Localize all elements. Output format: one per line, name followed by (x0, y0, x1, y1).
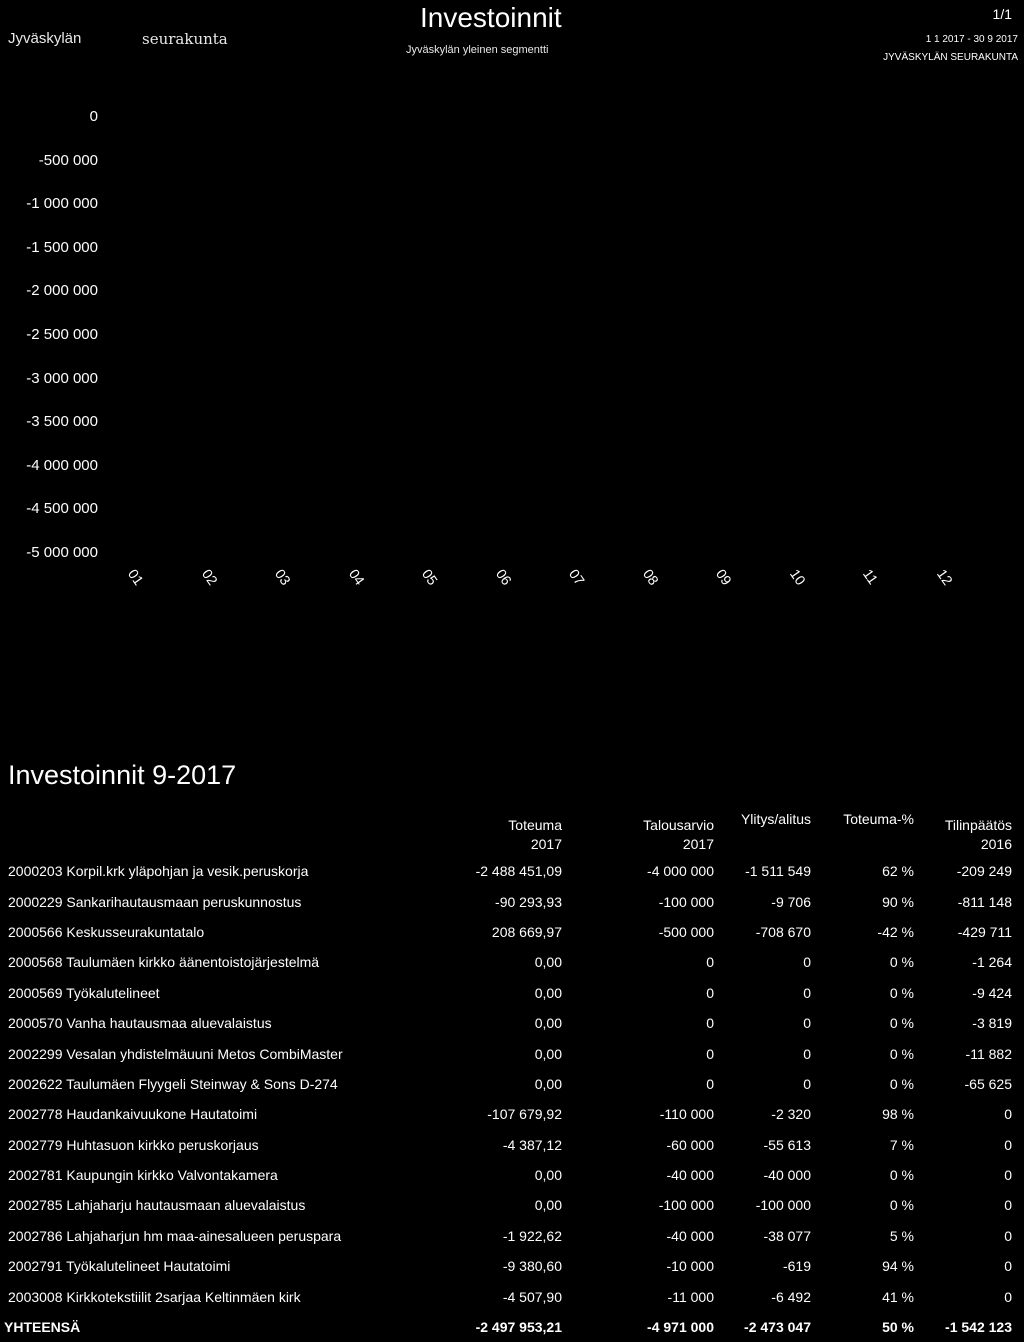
cell-tp2016: 0 (1004, 1227, 1012, 1244)
cell-tp2016: -429 711 (957, 923, 1012, 940)
cell-pct: 41 % (882, 1288, 914, 1305)
cell-ylitys: -6 492 (771, 1288, 811, 1305)
cell-ylitys: -100 000 (755, 1197, 811, 1214)
cell-ylitys: -708 670 (755, 923, 811, 940)
cell-talousarvio: -10 000 (666, 1258, 714, 1275)
table-row (0, 1281, 1012, 1311)
cell-name: 2002299 Vesalan yhdistelmäuuni Metos CombiMaster (8, 1045, 343, 1062)
cell-toteuma: 0,00 (534, 954, 562, 971)
column-header-line1: Tilinpäätös (944, 817, 1012, 833)
y-tick-label: -3 500 000 (26, 413, 98, 431)
cell-talousarvio: -60 000 (666, 1136, 714, 1153)
cell-name: 2002786 Lahjaharjun hm maa-ainesalueen peruspara (8, 1227, 342, 1244)
cell-pct: 0 % (889, 1075, 914, 1092)
y-tick-label: -4 000 000 (26, 456, 98, 474)
cell-tp2016: -1 264 (972, 954, 1012, 971)
y-tick-label: -2 500 000 (26, 326, 98, 343)
cell-talousarvio: -40 000 (666, 1227, 714, 1244)
x-tick-label: 03 (271, 566, 294, 588)
cell-ylitys: 0 (803, 984, 811, 1001)
table-row (0, 1130, 1012, 1160)
cell-name: 2002785 Lahjaharju hautausmaan aluevalaistus (8, 1197, 306, 1214)
cell-talousarvio: -40 000 (666, 1167, 714, 1184)
cell-ylitys: 0 (803, 1045, 811, 1062)
y-tick-label: -500 000 (38, 151, 98, 169)
cell-toteuma: 0,00 (534, 1197, 562, 1214)
y-tick-label: -2 000 000 (26, 282, 98, 300)
column-header-line2: 2017 (530, 836, 562, 852)
cell-tp2016: 0 (1004, 1197, 1012, 1214)
cell-tp2016: -209 249 (956, 863, 1012, 880)
table-row (0, 1221, 1012, 1251)
cell-tp2016: -3 819 (972, 1015, 1012, 1032)
y-tick-label: -4 500 000 (26, 500, 98, 518)
cell-toteuma: -90 293,93 (495, 893, 562, 910)
cell-name: 2000568 Taulumäen kirkko äänentoistojärjestelmä (8, 954, 320, 971)
cell-talousarvio: -500 000 (658, 923, 714, 940)
cell-toteuma: -2 488 451,09 (475, 863, 562, 880)
cell-pct: 7 % (889, 1136, 914, 1153)
x-tick-label: 05 (418, 566, 441, 588)
x-tick-label: 07 (565, 566, 588, 588)
cell-ylitys: -38 077 (763, 1227, 811, 1244)
report-title: Investoinnit (420, 2, 562, 33)
cell-toteuma: 0,00 (534, 1015, 562, 1032)
cell-pct: 0 % (889, 1045, 914, 1062)
cell-tp2016: 0 (1004, 1258, 1012, 1275)
cell-name: 2002791 Työkalutelineet Hautatoimi (8, 1258, 231, 1275)
cell-talousarvio: 0 (706, 1045, 714, 1062)
cell-toteuma: -1 922,62 (502, 1227, 562, 1244)
x-tick-label: 08 (639, 566, 662, 588)
cell-name: 2002781 Kaupungin kirkko Valvontakamera (8, 1167, 278, 1184)
report-subtitle: Jyväskylän yleinen segmentti (406, 44, 549, 56)
cell-toteuma: -9 380,60 (502, 1258, 562, 1275)
cell-talousarvio: -100 000 (658, 893, 714, 910)
cell-tp2016: -1 542 123 (945, 1319, 1012, 1336)
column-header-toteuma (444, 804, 562, 856)
y-tick-label: -1 000 000 (26, 195, 98, 213)
cell-toteuma: -2 497 953,21 (475, 1319, 562, 1336)
cell-toteuma: -4 387,12 (502, 1136, 562, 1153)
chart-y-axis (0, 100, 110, 560)
y-tick-label: 0 (89, 108, 98, 125)
y-tick-label: -5 000 000 (26, 544, 98, 561)
cell-talousarvio: -4 971 000 (647, 1319, 714, 1336)
table-header-row (0, 804, 1012, 856)
cell-toteuma: 0,00 (534, 1167, 562, 1184)
cell-name: 2000569 Työkalutelineet (8, 984, 160, 1001)
section-title: Investoinnit 9-2017 (8, 760, 237, 790)
x-tick-label: 02 (198, 566, 221, 588)
name-header (0, 804, 444, 856)
table-row (0, 1251, 1012, 1281)
cell-talousarvio: -11 000 (667, 1288, 714, 1305)
cell-tp2016: -11 882 (965, 1045, 1012, 1062)
cell-pct: 5 % (889, 1227, 914, 1244)
column-header-line1: Ylitys/alitus (740, 811, 811, 827)
cell-ylitys: 0 (803, 954, 811, 971)
organization-name: Jyväskylän (8, 30, 82, 47)
organization-suffix: seurakunta (142, 30, 228, 48)
cell-talousarvio: 0 (706, 1015, 714, 1032)
cell-pct: 98 % (882, 1106, 914, 1123)
cell-talousarvio: 0 (706, 954, 714, 971)
cell-name: 2002778 Haudankaivuukone Hautatoimi (8, 1106, 258, 1123)
column-header-line2: 2016 (980, 836, 1012, 852)
cell-pct: 0 % (889, 954, 914, 971)
cell-talousarvio: -110 000 (659, 1106, 714, 1123)
cell-tp2016: -811 148 (957, 893, 1012, 910)
x-tick-label: 12 (933, 566, 956, 588)
cell-toteuma: 0,00 (534, 1045, 562, 1062)
date-range: 1 1 2017 - 30 9 2017 (925, 34, 1018, 45)
cell-name: 2000566 Keskusseurakuntatalo (8, 923, 205, 940)
cell-ylitys: -55 613 (763, 1136, 811, 1153)
cell-ylitys: -1 511 549 (745, 863, 811, 880)
table-row (0, 1160, 1012, 1190)
cell-ylitys: 0 (803, 1015, 811, 1032)
table-row (0, 1069, 1012, 1099)
cell-tp2016: 0 (1004, 1167, 1012, 1184)
cell-tp2016: 0 (1004, 1136, 1012, 1153)
column-header-line2: 2017 (682, 836, 714, 852)
cell-pct: 94 % (882, 1258, 914, 1275)
cell-ylitys: -40 000 (763, 1167, 811, 1184)
cell-name: 2000203 Korpil.krk yläpohjan ja vesik.peruskorja (8, 863, 309, 880)
cell-ylitys: -2 473 047 (744, 1319, 811, 1336)
cell-ylitys: -2 320 (771, 1106, 811, 1123)
column-header-talousarvio (562, 804, 714, 856)
cell-name: 2002622 Taulumäen Flyygeli Steinway & Sons D-274 (8, 1075, 338, 1092)
cell-pct: 50 % (882, 1319, 914, 1336)
cell-toteuma: -107 679,92 (487, 1106, 562, 1123)
cell-name: 2000570 Vanha hautausmaa aluevalaistus (8, 1015, 272, 1032)
x-tick-label: 04 (345, 566, 368, 588)
total-row (0, 1312, 1012, 1342)
cell-toteuma: 0,00 (534, 1075, 562, 1092)
table-row (0, 1038, 1012, 1068)
cell-pct: 0 % (889, 1015, 914, 1032)
x-tick-label: 11 (859, 566, 882, 588)
cell-pct: 62 % (882, 863, 914, 880)
cell-toteuma: -4 507,90 (502, 1288, 562, 1305)
cell-toteuma: 208 669,97 (491, 923, 562, 940)
cell-ylitys: 0 (803, 1075, 811, 1092)
x-tick-label: 10 (786, 566, 809, 588)
column-header-pct (811, 804, 914, 856)
table-row (0, 947, 1012, 977)
x-tick-label: 06 (492, 566, 515, 588)
cell-name: 2002779 Huhtasuon kirkko peruskorjaus (8, 1136, 259, 1153)
y-tick-label: -1 500 000 (26, 238, 98, 256)
x-tick-label: 01 (124, 566, 147, 588)
x-tick-label: 09 (712, 566, 735, 588)
cell-pct: 0 % (889, 984, 914, 1001)
cell-pct: -42 % (877, 923, 914, 940)
column-header-ylitys (714, 804, 811, 856)
table-row (0, 978, 1012, 1008)
cell-ylitys: -619 (782, 1258, 811, 1275)
page-number: 1/1 (992, 6, 1012, 22)
cell-talousarvio: 0 (706, 984, 714, 1001)
cell-tp2016: 0 (1004, 1106, 1012, 1123)
cell-talousarvio: 0 (706, 1075, 714, 1092)
table-row (0, 856, 1012, 886)
cell-toteuma: 0,00 (534, 984, 562, 1001)
cell-talousarvio: -100 000 (658, 1197, 714, 1214)
y-tick-label: -3 000 000 (26, 369, 98, 387)
cell-tp2016: -9 424 (972, 984, 1012, 1001)
table-row (0, 1099, 1012, 1129)
investments-table (0, 804, 1012, 1342)
cell-pct: 90 % (882, 893, 914, 910)
column-header-line1: Talousarvio (643, 817, 714, 833)
cell-pct: 0 % (889, 1197, 914, 1214)
table-row (0, 1190, 1012, 1220)
table-row (0, 886, 1012, 916)
cell-name: 2000229 Sankarihautausmaan peruskunnostus (8, 893, 302, 910)
cell-name: 2003008 Kirkkotekstiilit 2sarjaa Keltinmäen kirk (8, 1288, 301, 1305)
organization-caps: JYVÄSKYLÄN SEURAKUNTA (883, 52, 1018, 63)
column-header-tp2016 (914, 804, 1012, 856)
cell-tp2016: 0 (1004, 1288, 1012, 1305)
cell-tp2016: -65 625 (964, 1075, 1012, 1092)
column-header-line1: Toteuma (508, 817, 562, 833)
cell-pct: 0 % (889, 1167, 914, 1184)
cell-ylitys: -9 706 (771, 893, 811, 910)
table-row (0, 1008, 1012, 1038)
cell-talousarvio: -4 000 000 (647, 863, 714, 880)
table-row (0, 917, 1012, 947)
column-header-line1: Toteuma-% (843, 811, 914, 827)
cell-name: YHTEENSÄ (4, 1319, 81, 1336)
